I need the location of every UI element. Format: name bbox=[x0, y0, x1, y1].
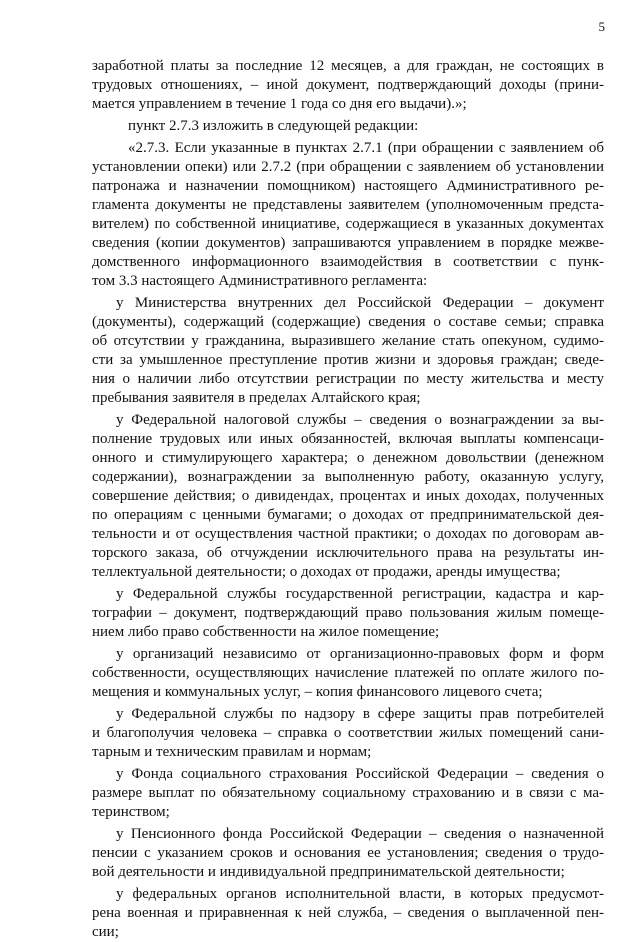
text-line: нием либо право собственности на жилое помещение; bbox=[92, 624, 440, 640]
text-line: мещения и коммунальных услуг, – копия финансового лицевого счета; bbox=[92, 684, 543, 700]
text-line: у Федеральной службы по надзору в сфере защиты прав потребителей bbox=[116, 706, 604, 722]
text-line: вителем) по собственной инициативе, содержащиеся в указанных документах bbox=[92, 216, 604, 232]
text-line: у Федеральной службы государственной регистрации, кадастра и кар- bbox=[116, 586, 604, 602]
text-line: сти за умышленное преступление против жизни и здоровья граждан; сведе- bbox=[92, 352, 604, 368]
text-line: у Федеральной налоговой службы – сведения о вознаграждении за вы- bbox=[116, 412, 604, 428]
text-line: установлении опеки) или 2.7.2 (при обращении с заявлением об установлении bbox=[92, 159, 604, 175]
text-line: собственности, осуществляющих начисление платежей по оплате жилого по- bbox=[92, 665, 604, 681]
page-number: 5 bbox=[598, 19, 605, 34]
text-line: теллектуальной деятельности; о доходах от продажи, аренды имущества; bbox=[92, 564, 561, 580]
document-body bbox=[92, 57, 604, 942]
text-line: тографии – документ, подтверждающий право пользования жилым помеще- bbox=[92, 605, 604, 621]
text-line: тельности и от осуществления частной практики; о доходах по договорам ав- bbox=[92, 526, 604, 542]
text-line: у организаций независимо от организационно-правовых форм и форм bbox=[116, 646, 604, 662]
text-line: сии; bbox=[92, 924, 119, 940]
text-line: вой деятельности и индивидуальной предпринимательской деятельности; bbox=[92, 864, 565, 880]
text-line: совершение действия; о дивидендах, процентах и иных доходах, полученных bbox=[92, 488, 604, 504]
text-line: том 3.3 настоящего Административного регламента: bbox=[92, 273, 428, 289]
text-line: пребывания заявителя в пределах Алтайского края; bbox=[92, 390, 421, 406]
text-line: (документы), содержащий (содержащие) сведения о составе семьи; справка bbox=[92, 314, 604, 330]
text-line: патронажа и назначении помощником) настоящего Административного ре- bbox=[92, 178, 604, 194]
text-line: у федеральных органов исполнительной власти, в которых предусмот- bbox=[116, 886, 604, 902]
text-line: полнение трудовых или иных обязанностей, включая выплаты компенсаци- bbox=[92, 431, 604, 447]
text-line: у Пенсионного фонда Российской Федерации – сведения о назначенной bbox=[116, 826, 604, 842]
text-line: у Министерства внутренних дел Российской Федерации – документ bbox=[116, 295, 604, 311]
text-line: сведения (копии документов) запрашиваются управлением в порядке межве- bbox=[92, 235, 604, 251]
text-line: рена военная и приравненная к ней служба, – сведения о выплаченной пен- bbox=[92, 905, 604, 921]
text-line: теринством; bbox=[92, 804, 170, 820]
text-line: «2.7.3. Если указанные в пунктах 2.7.1 (при обращении с заявлением об bbox=[128, 140, 604, 156]
text-line: трудовых отношениях, – иной документ, подтверждающий доходы (прини- bbox=[92, 77, 604, 93]
text-line: заработной платы за последние 12 месяцев, а для граждан, не состоящих в bbox=[92, 58, 604, 74]
text-line: у Фонда социального страхования Российской Федерации – сведения о bbox=[116, 766, 604, 782]
text-line: онного и стимулирующего характера; о денежном довольствии (денежном bbox=[92, 450, 604, 466]
text-line: ния о наличии либо отсутствии регистрации по месту жительства и месту bbox=[92, 371, 604, 387]
text-line: размере выплат по обязательному социальному страхованию и в связи с ма- bbox=[92, 785, 604, 801]
text-line: пенсии с указанием сроков и основания ее установления; сведения о трудо- bbox=[92, 845, 604, 861]
text-line: торского заказа, об отчуждении исключительного права на результаты ин- bbox=[92, 545, 604, 561]
text-line: мается управлением в течение 1 года со дня его выдачи).»; bbox=[92, 96, 467, 112]
text-line: гламента документы не представлены заявителем (уполномоченным предста- bbox=[92, 197, 604, 213]
text-line: содержании), вознаграждении за выполненную работу, оказанную услугу, bbox=[92, 469, 604, 485]
text-line: по операциям с ценными бумагами; о доходах от предпринимательской дея- bbox=[92, 507, 604, 523]
text-line: домственного информационного взаимодействия в соответствии с пунк- bbox=[92, 254, 604, 270]
text-line: и благополучия человека – справка о соответствии жилых помещений сани- bbox=[92, 725, 604, 741]
text-line: тарным и техническим правилам и нормам; bbox=[92, 744, 372, 760]
text-line: об отсутствии у гражданина, выразившего желание стать опекуном, судимо- bbox=[92, 333, 604, 349]
text-line: пункт 2.7.3 изложить в следующей редакции: bbox=[128, 118, 419, 134]
